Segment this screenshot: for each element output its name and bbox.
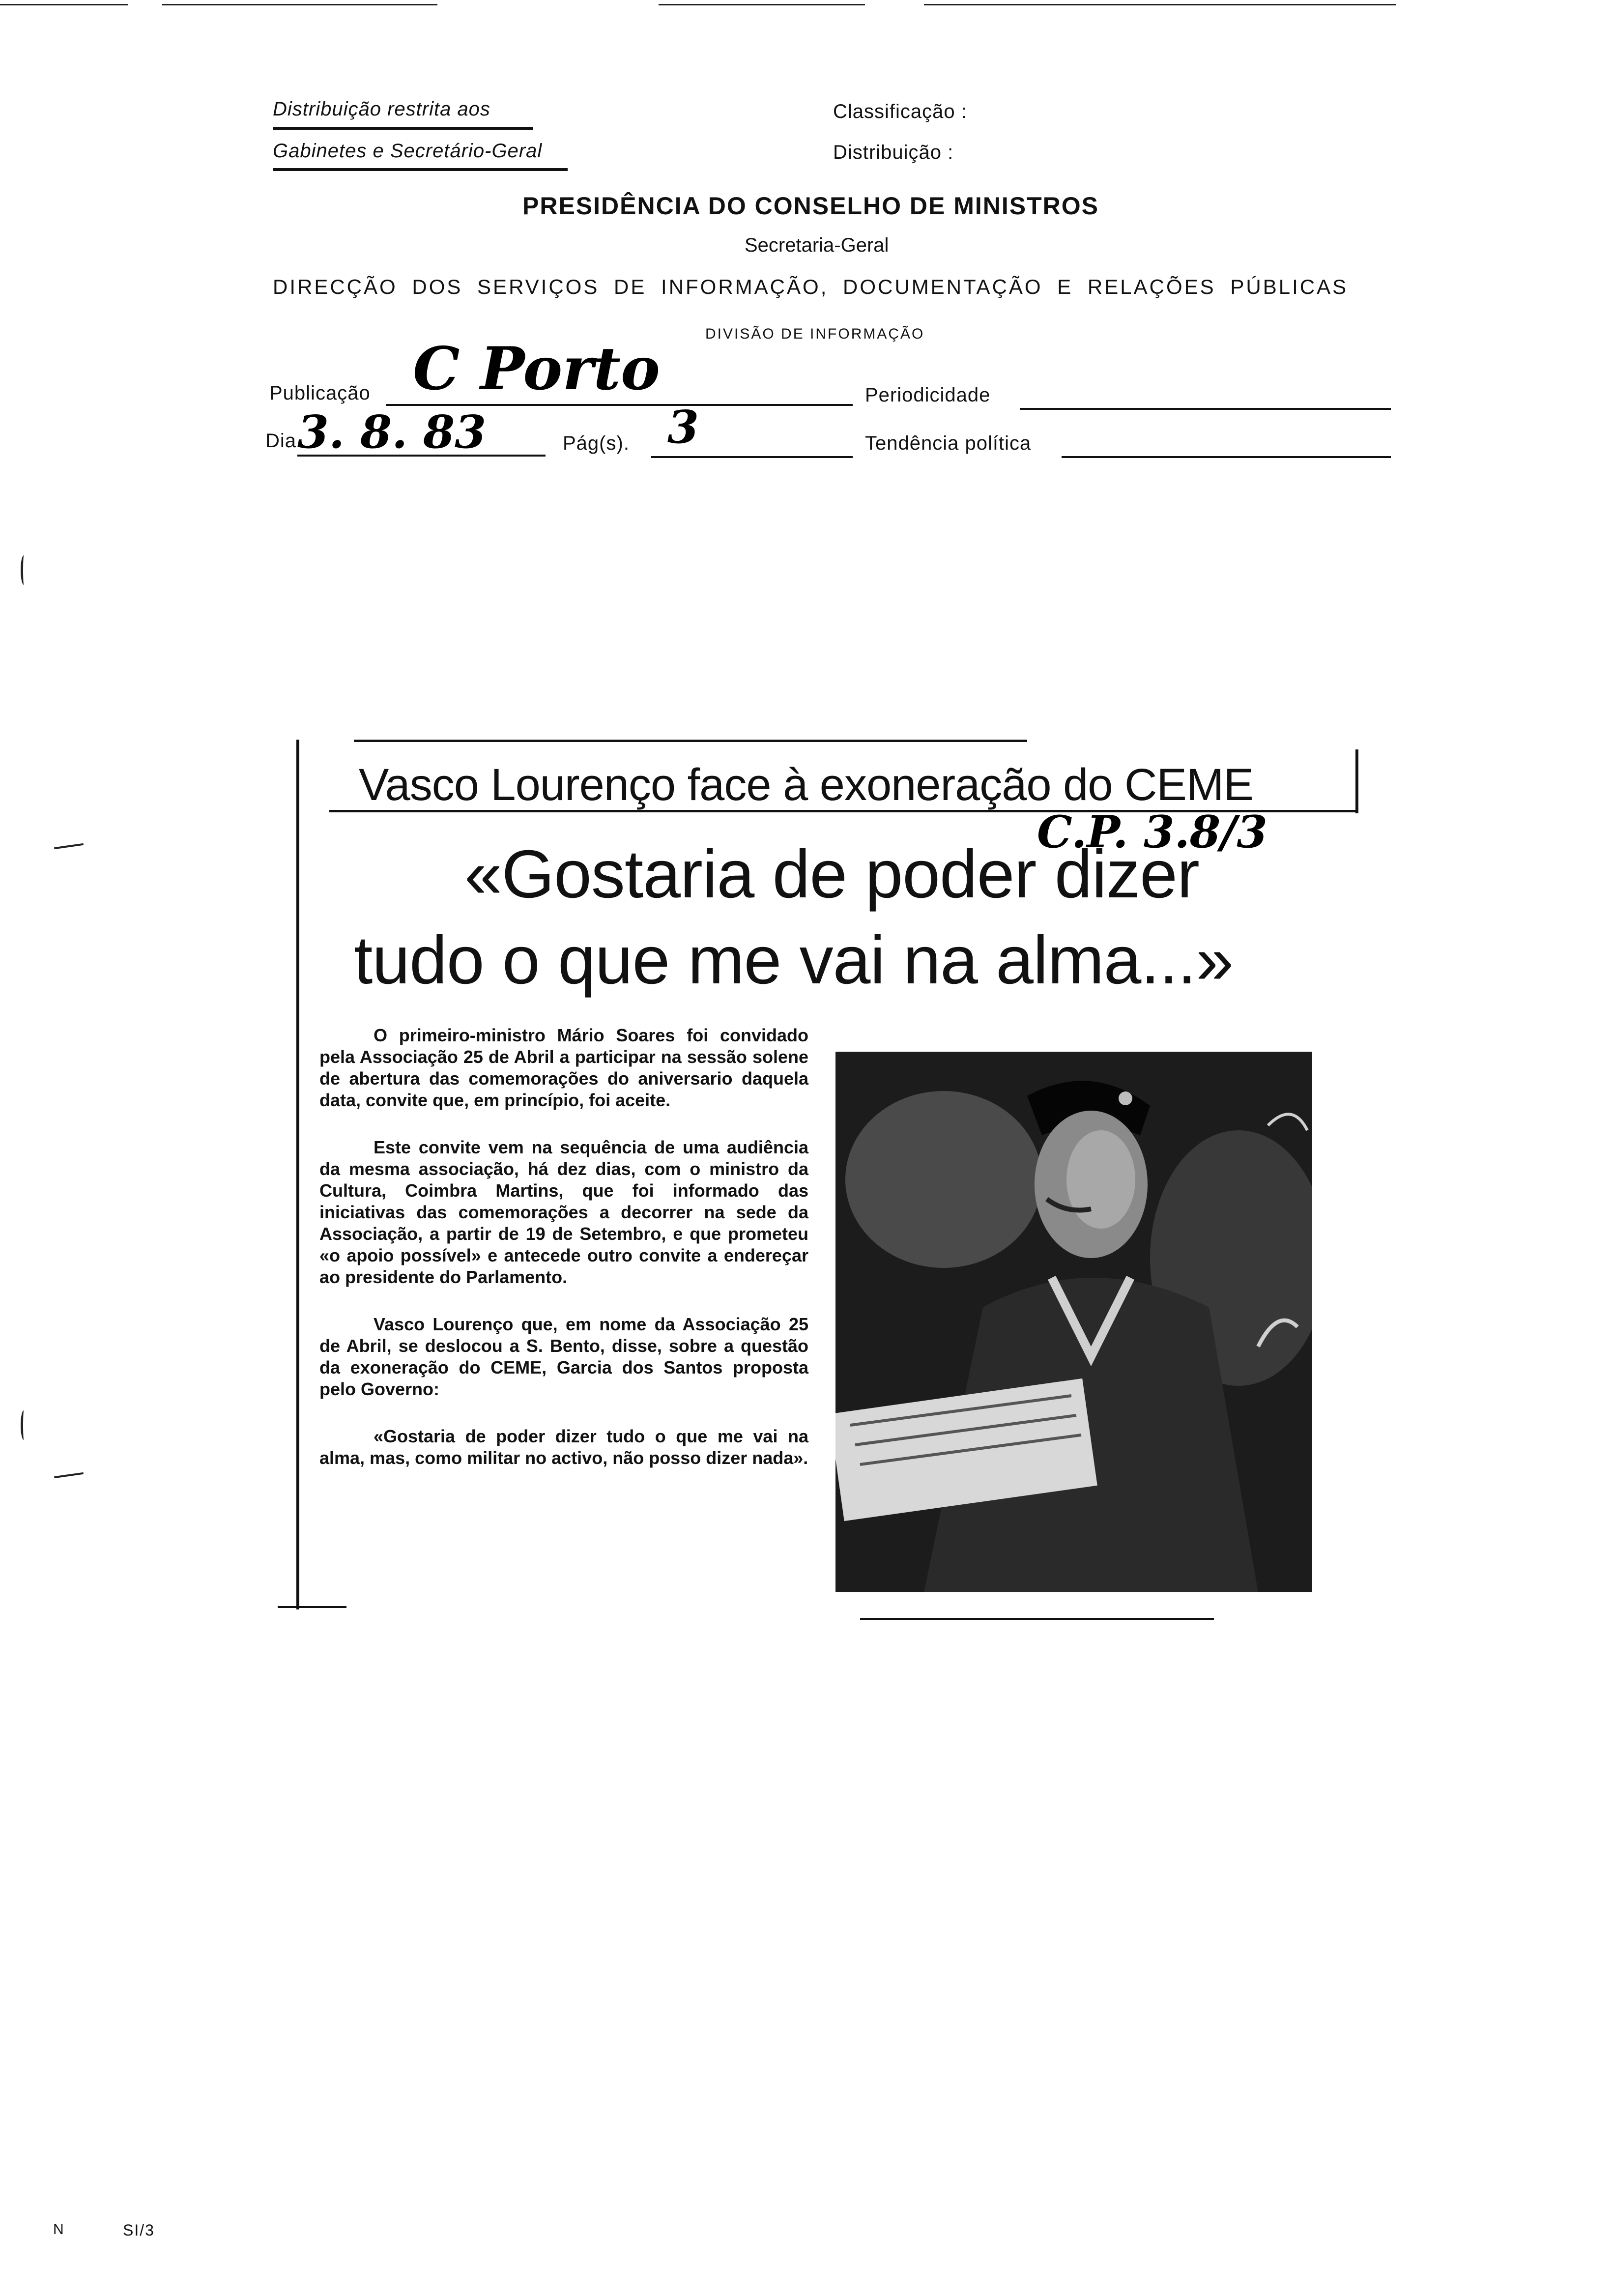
presidency-title: PRESIDÊNCIA DO CONSELHO DE MINISTROS	[522, 192, 1099, 220]
article-paragraph: O primeiro-ministro Mário Soares foi convidado pela Associação 25 de Abril a participar na sessão solene de abertura das comemorações do aniversario daquela data, convite que, em princípio, foi aceite.	[319, 1025, 808, 1110]
clipping-headline-line1: «Gostaria de poder dizer	[464, 836, 1199, 912]
distribution-note-line2: Gabinetes e Secretário-Geral	[273, 140, 543, 162]
clipping-frame-bottom-right	[860, 1618, 1214, 1620]
footer-code: SI/3	[123, 2221, 155, 2239]
periodicidade-label: Periodicidade	[865, 384, 991, 406]
publicacao-label: Publicação	[269, 382, 371, 404]
divisao-title: DIVISÃO DE INFORMAÇÃO	[705, 326, 925, 342]
tendencia-label: Tendência política	[865, 432, 1032, 454]
clipping-frame-right	[1355, 749, 1358, 813]
scan-edge-line	[659, 4, 865, 5]
article-body	[319, 1025, 808, 1494]
scan-edge-line	[162, 4, 437, 5]
distribution-note-underline	[273, 168, 568, 171]
article-paragraph: Vasco Lourenço que, em nome da Associação 25 de Abril, se deslocou a S. Bento, disse, sobre a questão da exoneração do CEME, Garcia dos Santos proposta pelo Governo:	[319, 1314, 808, 1399]
clipping-headline-line2: tudo o que me vai na alma...»	[354, 922, 1234, 998]
pags-handwritten-value: 3	[667, 401, 699, 454]
article-paragraph: Este convite vem na sequência de uma audiência da mesma associação, há dez dias, com o ministro da Cultura, Coimbra Martins, que foi informado das iniciativas das comemorações a decorrer na sede da Associação, a partir de 19 de Setembro, e que prometeu «o apoio possível» e antecede outro convite a endereçar ao presidente do Parlamento.	[319, 1137, 808, 1287]
distribution-note-line1: Distribuição restrita aos	[273, 98, 490, 120]
clipping-frame-top	[354, 740, 1027, 742]
direccao-title: DIRECÇÃO DOS SERVIÇOS DE INFORMAÇÃO, DOCUMENTAÇÃO E RELAÇÕES PÚBLICAS	[273, 275, 1349, 298]
tendencia-field-line	[1062, 456, 1391, 458]
margin-mark	[54, 843, 84, 849]
scan-edge-line	[0, 4, 128, 5]
article-paragraph: «Gostaria de poder dizer tudo o que me vai na alma, mas, como militar no activo, não posso dizer nada».	[319, 1426, 808, 1468]
photo-silhouette	[835, 1052, 1312, 1592]
dia-label: Dia	[265, 430, 297, 452]
secretaria-title: Secretaria-Geral	[745, 234, 889, 256]
handwritten-reference: C.P. 3.8/3	[1037, 806, 1267, 858]
margin-mark	[21, 1410, 27, 1440]
dia-handwritten-value: 3. 8. 83	[297, 405, 487, 459]
publicacao-handwritten-value: C Porto	[413, 334, 661, 403]
article-photo	[835, 1052, 1312, 1592]
classificacao-label: Classificação :	[833, 101, 967, 122]
margin-mark	[21, 555, 27, 585]
distribution-note-underline	[273, 127, 533, 130]
dia-field-line	[297, 455, 546, 457]
margin-mark	[54, 1472, 84, 1478]
clipping-frame-left	[296, 740, 299, 1609]
pags-label: Pág(s).	[563, 432, 630, 454]
clipping-frame-bottom-left	[278, 1606, 346, 1608]
distribuicao-label: Distribuição :	[833, 142, 954, 163]
clipping-kicker: Vasco Lourenço face à exoneração do CEME	[359, 760, 1253, 810]
scan-edge-line	[924, 4, 1396, 5]
footer-mark: N	[53, 2221, 64, 2238]
periodicidade-field-line	[1020, 408, 1391, 410]
pags-field-line	[651, 456, 853, 458]
